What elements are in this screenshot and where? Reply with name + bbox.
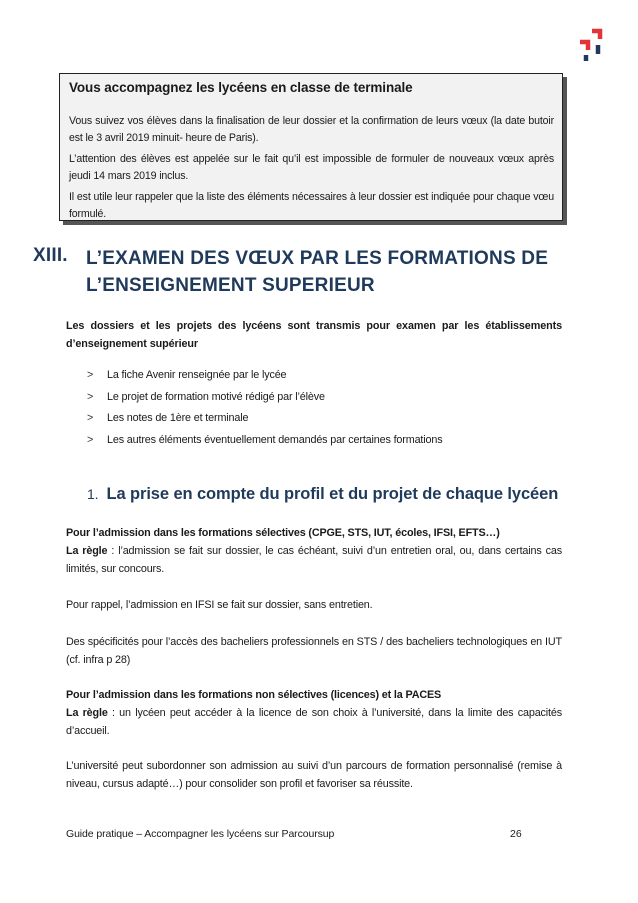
- selective-heading-text: Pour l’admission dans les formations sélectives (CPGE, STS, IUT, écoles, IFSI, EFTS…): [66, 527, 500, 539]
- page-number: 26: [510, 828, 522, 840]
- bullet-marker: >: [87, 390, 94, 403]
- non-selective-rule-text: : un lycéen peut accéder à la licence de son choix à l’université, dans la limite des capacités d’accueil.: [66, 707, 563, 737]
- section-number: XIII.: [33, 245, 68, 266]
- lead-paragraph: Les dossiers et les projets des lycéens sont transmis pour examen par les établissements d’enseignement supérieur: [66, 320, 562, 350]
- list-item-text: Les notes de 1ère et terminale: [107, 412, 249, 424]
- selective-rule-label: La règle: [66, 545, 108, 557]
- subsection-number: 1.: [87, 486, 99, 502]
- non-selective-rule-label: La règle: [66, 707, 108, 719]
- list-item: [87, 391, 443, 413]
- list-item: [87, 369, 443, 391]
- non-selective-heading: [66, 686, 562, 704]
- non-selective-rule: [66, 704, 562, 740]
- university-paragraph: L’université peut subordonner son admission au suivi d’un parcours de formation personnalisé (remise à niveau, cursus adapté…) pour consolider son profil et favoriser sa réussite.: [66, 760, 562, 790]
- subsection-title: La prise en compte du profil et du projet de chaque lycéen: [106, 485, 559, 503]
- subsection-heading: [87, 485, 558, 504]
- footer-text: Guide pratique – Accompagner les lycéens sur Parcoursup: [66, 828, 335, 840]
- non-selective-heading-text: Pour l’admission dans les formations non sélectives (licences) et la PACES: [66, 689, 442, 701]
- selective-rule: [66, 542, 562, 578]
- box-title: Vous accompagnez les lycéens en classe de terminale: [69, 80, 413, 95]
- parcoursup-logo-icon: [571, 28, 607, 62]
- specificities-paragraph: Des spécificités pour l’accès des bacheliers professionnels en STS / des bacheliers technologiques en IUT (cf. infra p 28): [66, 636, 562, 666]
- list-item-text: Les autres éléments éventuellement demandés par certaines formations: [107, 433, 443, 446]
- list-item: [87, 412, 443, 434]
- list-item-text: Le projet de formation motivé rédigé par l’élève: [107, 390, 325, 403]
- list-item: [87, 434, 443, 456]
- list-item-text: La fiche Avenir renseignée par le lycée: [107, 369, 287, 381]
- box-paragraph-reminder: Il est utile leur rappeler que la liste des éléments nécessaires à leur dossier est indiquée pour chaque vœu formulé.: [69, 191, 554, 220]
- box-paragraph-new-wishes: L’attention des élèves est appelée sur le fait qu’il est impossible de formuler de nouveaux vœux après jeudi 14 mars 2019 inclus.: [69, 153, 554, 182]
- selective-heading: [66, 524, 562, 542]
- ifsi-paragraph: Pour rappel, l’admission en IFSI se fait sur dossier, sans entretien.: [66, 599, 373, 611]
- bullet-marker: >: [87, 433, 94, 446]
- bullet-marker: >: [87, 369, 94, 381]
- bullet-marker: >: [87, 412, 94, 424]
- bullet-list: [87, 369, 443, 455]
- section-title: L’EXAMEN DES VŒUX PAR LES FORMATIONS DE L’ENSEIGNEMENT SUPERIEUR: [86, 248, 549, 296]
- selective-rule-text: : l’admission se fait sur dossier, le cas échéant, suivi d’un entretien oral, ou, dans certains cas limités, sur concours.: [66, 545, 562, 575]
- terminale-info-box: [59, 73, 563, 221]
- box-paragraph-deadline: Vous suivez vos élèves dans la finalisation de leur dossier et la confirmation de leurs vœux (la date butoir est le 3 avril 2019 minuit- heure de Paris).: [69, 115, 554, 144]
